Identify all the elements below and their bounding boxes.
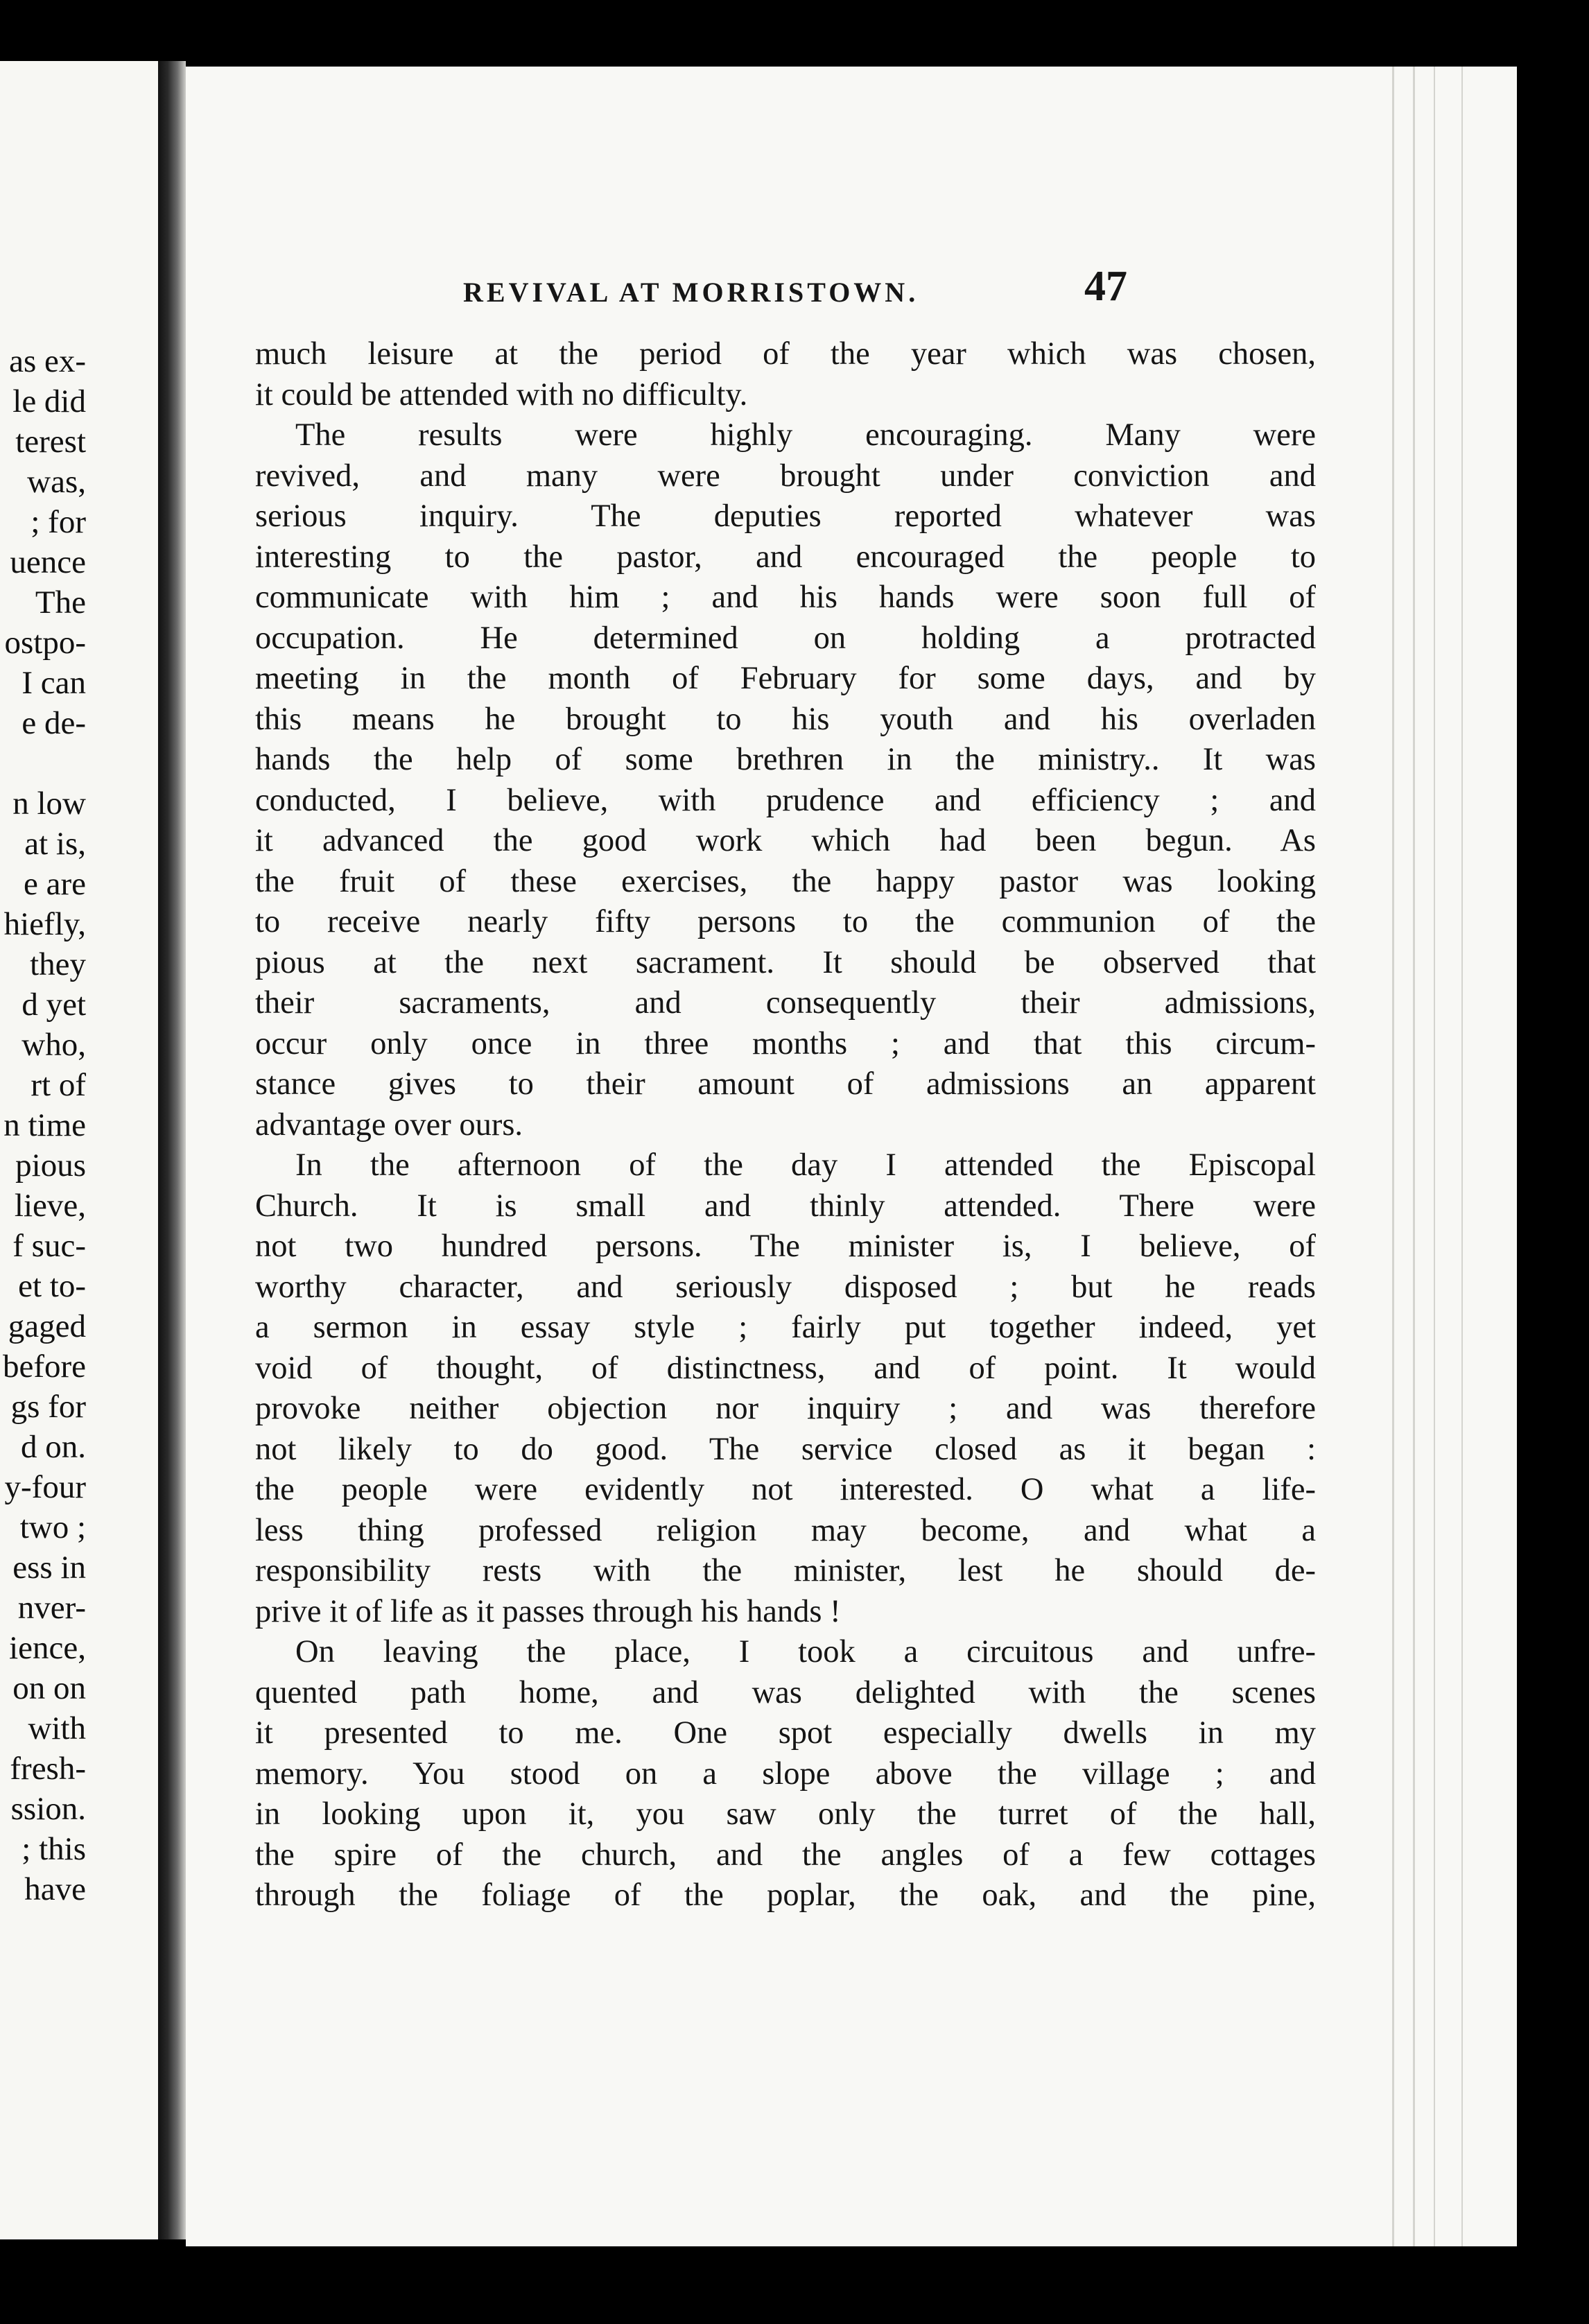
left-page-line-fragment: have bbox=[24, 1871, 86, 1907]
left-page-line-fragment: d yet bbox=[21, 987, 86, 1023]
left-page-line-fragment: ostpo- bbox=[4, 625, 86, 661]
left-page-line-fragment: f suc- bbox=[12, 1228, 86, 1264]
left-page-line-fragment: fresh- bbox=[10, 1751, 86, 1787]
text-line: interesting to the pastor, and encouraged the people to bbox=[255, 539, 1316, 575]
left-page-line-fragment: d on. bbox=[21, 1429, 86, 1465]
text-line: prive it of life as it passes through his hands ! bbox=[255, 1593, 841, 1629]
left-page-line-fragment: I can bbox=[21, 665, 86, 701]
left-page-line-fragment: ; this bbox=[21, 1831, 86, 1867]
text-line: not likely to do good. The service closed as it began : bbox=[255, 1431, 1316, 1467]
left-page-line-fragment: was, bbox=[27, 464, 86, 500]
left-page-line-fragment: rt of bbox=[31, 1067, 86, 1103]
left-page-line-fragment: y-four bbox=[4, 1469, 86, 1505]
left-page-line-fragment: terest bbox=[15, 424, 86, 460]
text-line: quented path home, and was delighted with the scenes bbox=[255, 1674, 1316, 1710]
left-page-line-fragment: n time bbox=[3, 1107, 86, 1143]
text-line: not two hundred persons. The minister is, I believe, of bbox=[255, 1229, 1316, 1264]
page-edge-line bbox=[1461, 67, 1463, 2246]
left-page-line-fragment: ssion. bbox=[10, 1791, 86, 1827]
left-page-line-fragment: as ex- bbox=[9, 343, 86, 379]
text-line: it advanced the good work which had been begun. As bbox=[255, 823, 1316, 858]
text-line: it presented to me. One spot especially dwells in my bbox=[255, 1715, 1316, 1751]
text-line: The results were highly encouraging. Many were bbox=[295, 417, 1316, 453]
left-facing-page bbox=[0, 61, 158, 2239]
left-page-line-fragment: n low bbox=[12, 786, 86, 822]
left-page-line-fragment: le did bbox=[12, 383, 86, 419]
text-line: the people were evidently not interested. O what a life- bbox=[255, 1472, 1316, 1507]
left-page-line-fragment: they bbox=[30, 946, 86, 982]
text-line: serious inquiry. The deputies reported whatever was bbox=[255, 498, 1316, 534]
text-line: responsibility rests with the minister, lest he should de- bbox=[255, 1553, 1316, 1588]
text-line: much leisure at the period of the year which was chosen, bbox=[255, 336, 1316, 372]
left-page-line-fragment: ess in bbox=[12, 1550, 86, 1586]
left-page-line-fragment: hiefly, bbox=[3, 906, 86, 942]
page-edge-line bbox=[1434, 67, 1435, 2246]
text-line: memory. You stood on a slope above the village ; and bbox=[255, 1755, 1316, 1792]
left-page-line-fragment: et to- bbox=[18, 1268, 86, 1304]
page-edge-line bbox=[1413, 67, 1415, 2246]
text-line: advantage over ours. bbox=[255, 1107, 523, 1143]
text-line: their sacraments, and consequently their admissions, bbox=[255, 985, 1316, 1021]
left-page-line-fragment: who, bbox=[21, 1027, 86, 1063]
text-line: In the afternoon of the day I attended the Episcopal bbox=[295, 1147, 1316, 1183]
text-line: this means he brought to his youth and his overladen bbox=[255, 701, 1316, 737]
left-page-line-fragment: e are bbox=[24, 866, 86, 902]
text-line: void of thought, of distinctness, and of point. It would bbox=[255, 1350, 1316, 1386]
text-line: the spire of the church, and the angles of a few cottages bbox=[255, 1837, 1316, 1873]
text-line: a sermon in essay style ; fairly put together indeed, yet bbox=[255, 1310, 1316, 1345]
text-line: in looking upon it, you saw only the turret of the hall, bbox=[255, 1796, 1316, 1832]
left-page-line-fragment: gaged bbox=[8, 1308, 86, 1344]
text-line: On leaving the place, I took a circuitous and unfre- bbox=[295, 1634, 1316, 1670]
left-page-line-fragment: gs for bbox=[10, 1389, 86, 1425]
page-header bbox=[186, 262, 1149, 318]
text-line: conducted, I believe, with prudence and efficiency ; and bbox=[255, 782, 1316, 818]
left-page-line-fragment: at is, bbox=[24, 826, 86, 862]
left-page-line-fragment: with bbox=[28, 1710, 86, 1746]
left-page-line-fragment: The bbox=[35, 584, 86, 621]
left-page-line-fragment: pious bbox=[15, 1147, 86, 1183]
text-line: the fruit of these exercises, the happy pastor was looking bbox=[255, 863, 1316, 899]
left-page-line-fragment: on on bbox=[12, 1670, 86, 1706]
binding-gutter bbox=[158, 61, 186, 2239]
text-line: meeting in the month of February for some days, and by bbox=[255, 661, 1316, 696]
left-page-line-fragment: nver- bbox=[17, 1590, 86, 1626]
text-line: pious at the next sacrament. It should be observed that bbox=[255, 944, 1316, 980]
text-line: revived, and many were brought under conviction and bbox=[255, 458, 1316, 494]
page-edge-line bbox=[1392, 67, 1394, 2246]
book-page bbox=[186, 67, 1517, 2246]
page-number: 47 bbox=[1084, 263, 1127, 310]
text-line: worthy character, and seriously disposed ; but he reads bbox=[255, 1269, 1316, 1305]
text-line: communicate with him ; and his hands were soon full of bbox=[255, 580, 1316, 615]
left-page-line-fragment: e de- bbox=[21, 705, 86, 741]
text-line: stance gives to their amount of admissions an apparent bbox=[255, 1066, 1316, 1102]
text-line: hands the help of some brethren in the ministry.. It was bbox=[255, 742, 1316, 777]
running-head: REVIVAL AT MORRISTOWN. bbox=[463, 277, 919, 308]
text-line: occupation. He determined on holding a protracted bbox=[255, 620, 1316, 656]
text-line: Church. It is small and thinly attended. There were bbox=[255, 1188, 1316, 1224]
left-page-line-fragment: ience, bbox=[9, 1630, 86, 1666]
left-page-line-fragment: before bbox=[2, 1349, 86, 1385]
left-page-line-fragment: lieve, bbox=[14, 1188, 86, 1224]
left-page-line-fragment: ; for bbox=[31, 504, 86, 540]
text-line: to receive nearly fifty persons to the communion of the bbox=[255, 904, 1316, 939]
text-line: occur only once in three months ; and that this circum- bbox=[255, 1025, 1316, 1061]
left-page-line-fragment: two ; bbox=[19, 1509, 86, 1545]
left-page-line-fragment: uence bbox=[10, 544, 86, 580]
body-text bbox=[255, 334, 1316, 1916]
text-line: it could be attended with no difficulty. bbox=[255, 376, 748, 413]
text-line: less thing professed religion may become, and what a bbox=[255, 1512, 1316, 1548]
text-line: provoke neither objection nor inquiry ; and was therefore bbox=[255, 1391, 1316, 1426]
text-line: through the foliage of the poplar, the oak, and the pine, bbox=[255, 1878, 1316, 1913]
